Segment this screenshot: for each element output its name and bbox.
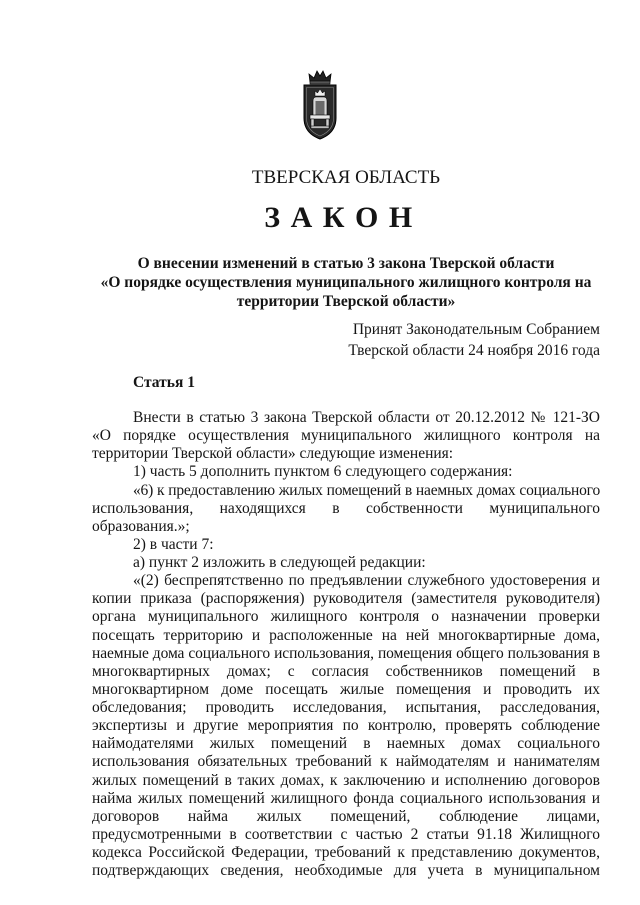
paragraph (92, 463, 600, 481)
text-line: многоквартирных домах; с согласия собственников помещений в (92, 662, 600, 680)
text-line: «О порядке осуществления муниципального жилищного контроля на (92, 427, 600, 445)
text-line: предусмотренными в соответствии с частью 2 статьи 91.18 Жилищного (92, 825, 600, 843)
text-line: посещать территорию и расположенные на ней многоквартирные дома, (92, 626, 600, 644)
text-line: копии приказа (распоряжения) руководителя (заместителя руководителя) (92, 590, 600, 608)
text-line: Внести в статью 3 закона Тверской области от 20.12.2012 № 121-ЗО (133, 409, 600, 426)
text-line: органа муниципального жилищного контроля о назначении проверки (92, 608, 600, 626)
text-line: территории Тверской области» следующие изменения: (92, 445, 454, 463)
text-line: 1) часть 5 дополнить пунктом 6 следующего содержания: (133, 463, 513, 481)
tver-coat-of-arms-icon (302, 68, 338, 140)
article-heading: Статья 1 (133, 374, 195, 391)
text-line: образования.»; (92, 517, 190, 535)
paragraph (92, 554, 600, 572)
law-title-line: «О порядке осуществления муниципального жилищного контроля на (100, 274, 592, 291)
paragraph (92, 572, 600, 880)
article-body (92, 409, 600, 880)
text-line: найма жилых помещений жилищного фонда социального использования и (92, 789, 600, 807)
paragraph (92, 482, 600, 536)
text-line: кодекса Российской Федерации, требований к представлению документов, (92, 844, 600, 861)
adoption-note-line: Тверской области 24 ноября 2016 года (348, 341, 600, 359)
text-line: использования, находящихся в собственности муниципального (92, 499, 600, 517)
text-line: жилых помещений в таких домах, к заключению и исполнению договоров (92, 771, 600, 789)
text-line: договоров найма жилых помещений, соблюдение лицами, (92, 807, 600, 825)
adoption-note-line: Принят Законодательным Собранием (352, 321, 600, 338)
text-line: «(2) беспрепятственно по предъявлении служебного удостоверения и (133, 572, 600, 590)
text-line: многоквартирном доме посещать жилые помещения и проводить их (92, 680, 600, 698)
region-name: ТВЕРСКАЯ ОБЛАСТЬ (251, 167, 441, 188)
paragraph (92, 536, 600, 554)
text-line: наемные дома социального использования, помещения общего пользования в (92, 644, 600, 662)
text-line: обследования; проводить исследования, испытания, расследования, (92, 699, 600, 716)
law-title (92, 254, 600, 311)
document-type: З А К О Н (264, 201, 414, 234)
text-line: а) пункт 2 изложить в следующей редакции: (133, 554, 426, 571)
text-line: «6) к предоставлению жилых помещений в наемных домах социального (133, 481, 600, 499)
text-line: использования обязательных требований к наймодателям и нанимателям (92, 753, 600, 771)
law-title-line: территории Тверской области» (236, 293, 456, 310)
text-line: наймодателями жилых помещений в наемных домах социального (92, 735, 600, 753)
law-title-line: О внесении изменений в статью 3 закона Тверской области (137, 255, 555, 272)
text-line: экспертизы и другие мероприятия по контролю, проверять соблюдение (92, 717, 600, 735)
text-line: 2) в части 7: (133, 535, 214, 553)
adoption-note (92, 320, 600, 361)
paragraph (92, 409, 600, 463)
text-line: подтверждающих сведения, необходимые для учета в муниципальном (92, 862, 600, 880)
